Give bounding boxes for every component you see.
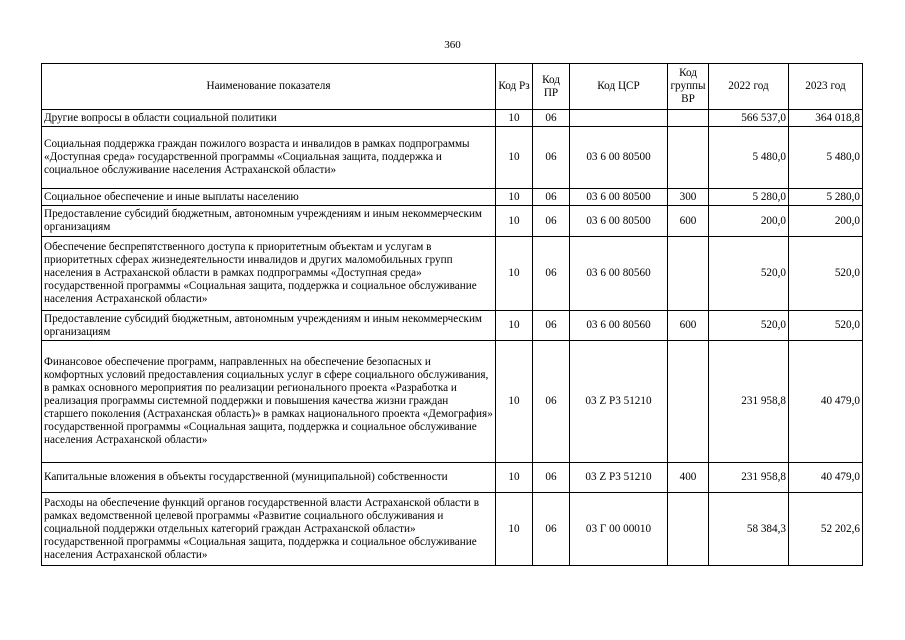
header-name: Наименование показателя [42, 64, 496, 110]
page-number: 360 [444, 39, 461, 51]
row-name: Расходы на обеспечение функций органов государственной власти Астраханской области в рамках ведомственной целевой программы «Развитие социального обслуживания и социальной поддержки отдельных категорий граждан Астраханской области» государственной программы «Социальная защита, поддержка и социальное обслуживание населения Астраханской области» [42, 493, 496, 566]
row-2022: 566 537,0 [709, 110, 789, 127]
row-rz: 10 [496, 110, 533, 127]
header-row [42, 64, 863, 110]
row-rz: 10 [496, 189, 533, 206]
row-csr [570, 110, 668, 127]
row-csr: 03 6 00 80500 [570, 206, 668, 237]
header-pr: Код ПР [533, 64, 570, 110]
header-2022: 2022 год [709, 64, 789, 110]
header-vr: Код группы ВР [668, 64, 709, 110]
row-csr: 03 6 00 80560 [570, 237, 668, 311]
row-pr: 06 [533, 463, 570, 493]
row-vr [668, 237, 709, 311]
row-pr: 06 [533, 206, 570, 237]
table-row [42, 463, 863, 493]
row-2022: 520,0 [709, 237, 789, 311]
row-vr: 600 [668, 206, 709, 237]
row-2023: 364 018,8 [789, 110, 863, 127]
row-2022: 520,0 [709, 311, 789, 341]
table-row [42, 493, 863, 566]
row-vr: 400 [668, 463, 709, 493]
row-pr: 06 [533, 127, 570, 189]
row-csr: 03 6 00 80560 [570, 311, 668, 341]
row-2023: 40 479,0 [789, 341, 863, 463]
row-name: Обеспечение беспрепятственного доступа к приоритетным объектам и услугам в приоритетных сферах жизнедеятельности инвалидов и других маломобильных групп населения в Астраханской области в рамках подпрограммы «Доступная среда» государственной программы «Социальная защита, поддержка и социальное обслуживание населения Астраханской области» [42, 237, 496, 311]
row-rz: 10 [496, 311, 533, 341]
row-name: Социальная поддержка граждан пожилого возраста и инвалидов в рамках подпрограммы «Доступная среда» государственной программы «Социальная защита, поддержка и социальное обслуживание населения Астраханской области» [42, 127, 496, 189]
row-csr: 03 6 00 80500 [570, 127, 668, 189]
row-2022: 5 480,0 [709, 127, 789, 189]
row-2023: 40 479,0 [789, 463, 863, 493]
row-vr [668, 341, 709, 463]
row-pr: 06 [533, 311, 570, 341]
row-rz: 10 [496, 206, 533, 237]
row-2022: 58 384,3 [709, 493, 789, 566]
row-name: Социальное обеспечение и иные выплаты населению [42, 189, 496, 206]
row-csr: 03 Z P3 51210 [570, 341, 668, 463]
table-row [42, 110, 863, 127]
row-2023: 52 202,6 [789, 493, 863, 566]
row-csr: 03 Г 00 00010 [570, 493, 668, 566]
row-2022: 231 958,8 [709, 341, 789, 463]
table-row [42, 311, 863, 341]
row-pr: 06 [533, 493, 570, 566]
table-row [42, 341, 863, 463]
row-pr: 06 [533, 341, 570, 463]
header-2023: 2023 год [789, 64, 863, 110]
row-2023: 520,0 [789, 237, 863, 311]
row-name: Предоставление субсидий бюджетным, автономным учреждениям и иным некоммерческим организациям [42, 311, 496, 341]
budget-table [41, 63, 863, 566]
row-pr: 06 [533, 237, 570, 311]
row-rz: 10 [496, 237, 533, 311]
row-csr: 03 Z P3 51210 [570, 463, 668, 493]
table-row [42, 237, 863, 311]
row-rz: 10 [496, 493, 533, 566]
row-pr: 06 [533, 189, 570, 206]
row-vr [668, 110, 709, 127]
table-row [42, 127, 863, 189]
row-2023: 5 480,0 [789, 127, 863, 189]
row-2022: 200,0 [709, 206, 789, 237]
row-rz: 10 [496, 127, 533, 189]
header-rz: Код Рз [496, 64, 533, 110]
row-2022: 231 958,8 [709, 463, 789, 493]
row-name: Другие вопросы в области социальной политики [42, 110, 496, 127]
row-csr: 03 6 00 80500 [570, 189, 668, 206]
row-2023: 5 280,0 [789, 189, 863, 206]
row-pr: 06 [533, 110, 570, 127]
row-2022: 5 280,0 [709, 189, 789, 206]
table-row [42, 189, 863, 206]
row-vr: 600 [668, 311, 709, 341]
row-rz: 10 [496, 463, 533, 493]
row-name: Финансовое обеспечение программ, направленных на обеспечение безопасных и комфортных условий предоставления социальных услуг в сфере социального обслуживания, в рамках основного мероприятия по реализации регионального проекта «Разработка и реализация программы системной поддержки и повышения качества жизни граждан старшего поколения (Астраханская область)» в рамках национального проекта «Демография» государственной программы «Социальная защита, поддержка и социальное обслуживание населения Астраханской области» [42, 341, 496, 463]
row-rz: 10 [496, 341, 533, 463]
row-name: Предоставление субсидий бюджетным, автономным учреждениям и иным некоммерческим организациям [42, 206, 496, 237]
table-row [42, 206, 863, 237]
row-vr [668, 127, 709, 189]
row-2023: 200,0 [789, 206, 863, 237]
row-name: Капитальные вложения в объекты государственной (муниципальной) собственности [42, 463, 496, 493]
row-2023: 520,0 [789, 311, 863, 341]
row-vr: 300 [668, 189, 709, 206]
row-vr [668, 493, 709, 566]
header-csr: Код ЦСР [570, 64, 668, 110]
